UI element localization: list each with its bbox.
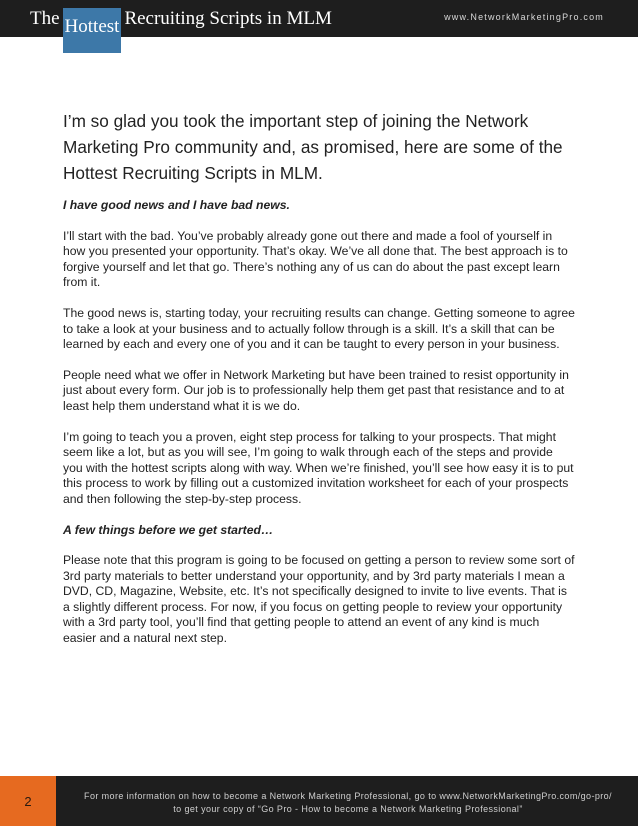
- page-footer: [0, 776, 638, 826]
- title-highlight-box: [63, 8, 122, 53]
- paragraph-eight-step: I’m going to teach you a proven, eight step process for talking to your prospects. That might seem like a lot, but as you will see, I’m going to walk through each of the steps and provide you with the hottest scripts along with way. When we’re finished, you’ll see how easy it is to put this process to work by filling out a customized invitation worksheet for each of your prospects and then following the step-by-step process.: [63, 429, 574, 506]
- title-pre: The: [30, 7, 60, 29]
- footer-text: [60, 790, 636, 816]
- paragraph-bad-news: I’ll start with the bad. You’ve probably already gone out there and made a fool of yourself in how you presented your opportunity. That’s okay. We’ve all done that. The best approach is to forgive yourself and let that go. There’s nothing any of us can do about the past except learn from it.: [63, 228, 568, 290]
- paragraph-people-need: People need what we offer in Network Marketing but have been trained to resist opportunity in just about every form. Our job is to professionally help them get past that resistance and to at least help them understand what it is we do.: [63, 367, 569, 413]
- paragraph-good-news: The good news is, starting today, your recruiting results can change. Getting someone to agree to take a look at your business and to actually follow through is a skill. It’s a skill that can be learned by each and every one of you and it can be taught to every person in your business.: [63, 305, 575, 352]
- footer-line-2: to get your copy of “Go Pro - How to become a Network Marketing Professional”: [173, 804, 523, 814]
- title-highlight: Hottest: [64, 15, 120, 37]
- intro-paragraph: I’m so glad you took the important step of joining the Network Marketing Pro community and, as promised, here are some of the Hottest Recruiting Scripts in MLM.: [63, 111, 563, 183]
- title-post: Recruiting Scripts in MLM: [124, 7, 332, 29]
- site-url: www.NetworkMarketingPro.com: [444, 12, 604, 22]
- page-content: [63, 108, 575, 662]
- document-title: [30, 0, 332, 37]
- page-header: [0, 0, 638, 37]
- footer-line-1: For more information on how to become a Network Marketing Professional, go to www.NetworkMarketingPro.com/go-pro/: [84, 791, 612, 801]
- paragraph-program-note: Please note that this program is going to be focused on getting a person to review some sort of 3rd party materials to better understand your opportunity, and by 3rd party materials I mean a DVD, CD, Magazine, Website, etc. It’s not specifically designed to invite to live events. That is a slightly different process. For now, if you focus on getting people to review your opportunity with a 3rd party tool, you’ll find that getting people to attend an event of any kind is much easier and a natural next step.: [63, 553, 575, 646]
- section-heading-before-start: A few things before we get started…: [63, 522, 274, 537]
- page-number: 2: [0, 776, 56, 826]
- section-heading-news: I have good news and I have bad news.: [63, 198, 290, 212]
